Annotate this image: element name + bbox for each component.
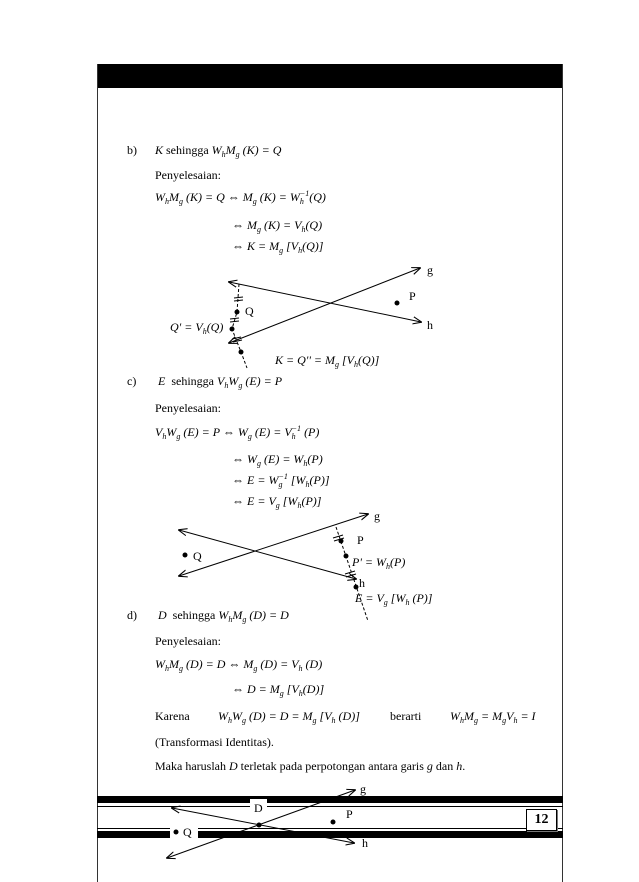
math-subscript: g <box>253 664 258 673</box>
math-subscript: g <box>176 432 181 441</box>
math-superscript: −1 <box>278 472 288 481</box>
part-b-step-3 <box>232 238 323 259</box>
math-subscript: g <box>335 360 339 369</box>
diagram-d-label-q: Q <box>183 825 192 839</box>
math-superscript: −1 <box>291 424 302 433</box>
plain-text: . <box>462 759 466 773</box>
math-text: [ <box>287 473 296 487</box>
math-subscript: g <box>312 716 317 725</box>
math-text: = I <box>517 709 536 723</box>
math-text: (D)] <box>335 709 360 723</box>
math-text: (Q)] <box>358 353 380 367</box>
math-symbol: W <box>376 555 386 569</box>
diagram-c-tick <box>333 535 343 538</box>
math-symbol: W <box>218 709 228 723</box>
math-subscript: h <box>298 664 303 673</box>
math-symbol: M <box>247 218 257 232</box>
math-subscript: h <box>386 562 390 571</box>
diagram-b-label-p: P <box>409 289 416 303</box>
diagram-d-dot-q <box>174 830 179 835</box>
math-text: (K) = Q <box>239 143 282 157</box>
math-subscript: g <box>275 501 280 510</box>
part-d-title <box>158 607 289 628</box>
math-symbol: W <box>228 374 239 388</box>
page-number: 12 <box>526 809 557 831</box>
diagram-c-label-q: Q <box>193 549 202 563</box>
math-text: (E) = P ⇔ <box>180 425 238 439</box>
math-symbol: V <box>324 709 332 723</box>
math-text: (D) = D <box>246 608 289 622</box>
diagram-b-label-h: h <box>427 318 433 332</box>
math-subscript: h <box>291 432 296 441</box>
header-bar <box>97 64 563 88</box>
math-symbol: W <box>293 452 304 466</box>
math-symbol: W <box>287 494 298 508</box>
math-symbol: W <box>247 452 257 466</box>
math-text: (K) = <box>261 218 295 232</box>
math-symbol: W <box>155 190 165 204</box>
math-text: (Q) <box>305 218 323 232</box>
math-subscript: h <box>305 480 310 489</box>
math-subscript: h <box>331 716 336 725</box>
math-symbol: W <box>218 608 229 622</box>
math-text: (D) = D = <box>246 709 303 723</box>
math-symbol: V <box>284 425 292 439</box>
math-text: (P) <box>390 555 406 569</box>
math-text: (K) = <box>256 190 290 204</box>
part-c-step-4 <box>232 493 321 514</box>
math-subscript: h <box>165 664 169 673</box>
math-subscript: h <box>221 150 226 159</box>
math-text: D <box>228 759 238 773</box>
diagram-d-label-p: P <box>346 807 353 821</box>
diagram-c-label-e <box>355 590 432 611</box>
math-text: (Q) <box>206 320 224 334</box>
math-subscript: h <box>228 716 232 725</box>
part-d-step-1 <box>155 656 322 677</box>
plain-text: Maka haruslah <box>155 759 229 773</box>
math-text: g <box>426 759 433 773</box>
math-symbol: W <box>395 591 406 605</box>
math-subscript: g <box>179 664 183 673</box>
part-c-step-1 <box>155 424 319 445</box>
diagram-c-label-g: g <box>374 509 380 523</box>
math-symbol: V <box>195 320 203 334</box>
math-text: [ <box>339 353 347 367</box>
math-symbol: W <box>450 709 460 723</box>
math-symbol: W <box>155 657 165 671</box>
diagram-c-line-g <box>179 514 368 576</box>
math-text: (Q)] <box>302 239 324 253</box>
math-symbol: V <box>346 353 355 367</box>
math-symbol: M <box>269 239 280 253</box>
math-script-stack <box>278 473 287 489</box>
math-text: [ <box>283 239 291 253</box>
diagram-c-dot-p <box>339 539 344 544</box>
math-symbol: W <box>166 425 177 439</box>
diagram-b-tick <box>230 318 239 319</box>
math-text: (K) = Q ⇔ <box>183 190 243 204</box>
math-subscript: h <box>303 459 308 468</box>
math-text: E <box>158 374 166 388</box>
math-text: ⇔ K = <box>232 239 270 253</box>
math-symbol: V <box>155 425 163 439</box>
math-symbol: M <box>225 143 236 157</box>
math-subscript: h <box>224 381 229 390</box>
part-d-karena-formula <box>218 708 360 729</box>
math-symbol: W <box>295 473 306 487</box>
math-symbol: V <box>291 657 299 671</box>
diagram-b-line-h <box>229 282 421 322</box>
math-symbol: M <box>464 709 474 723</box>
part-d-step-2 <box>232 681 324 702</box>
diagram-d-dot-p <box>331 820 336 825</box>
math-subscript: g <box>257 459 261 468</box>
math-symbol: W <box>268 473 279 487</box>
diagram-b-line-g <box>229 268 420 343</box>
math-subscript: h <box>405 598 410 607</box>
diagram-d-dot-d <box>257 823 262 828</box>
math-symbol: M <box>242 190 253 204</box>
diagram-c-label-p: P <box>357 533 364 547</box>
math-text: (D) = <box>257 657 292 671</box>
math-text: ⇔ <box>232 218 247 232</box>
math-text: = <box>478 709 493 723</box>
math-subscript: g <box>502 716 507 725</box>
math-text: ⇔ E = <box>232 473 269 487</box>
math-subscript: g <box>242 615 247 624</box>
diagram-b-dot-k <box>239 350 244 355</box>
math-text: (P)] <box>301 494 322 508</box>
math-subscript: g <box>238 381 243 390</box>
part-d-berarti-label: berarti <box>390 709 422 723</box>
math-superscript: −1 <box>299 189 310 198</box>
diagram-b-tick <box>234 300 243 301</box>
math-subscript: h <box>298 246 303 255</box>
math-symbol: V <box>376 591 384 605</box>
diagram-d-label-d: D <box>254 801 263 815</box>
plain-text: terletak pada perpotongan antara garis <box>237 759 427 773</box>
math-text: (E) = <box>261 452 294 466</box>
math-subscript: g <box>279 689 284 698</box>
math-text: D <box>158 608 167 622</box>
math-subscript: g <box>247 432 252 441</box>
math-text: P' = <box>352 555 376 569</box>
part-c-label: c) <box>127 374 137 388</box>
math-subscript: g <box>474 716 478 725</box>
math-symbol: V <box>217 374 225 388</box>
diagram-b-label-q: Q <box>245 304 254 318</box>
math-text: K = Q'' = <box>275 353 325 367</box>
math-symbol: M <box>269 682 280 696</box>
math-subscript: g <box>252 197 257 206</box>
math-script-stack <box>300 190 309 206</box>
part-d-identity-note: (Transformasi Identitas). <box>155 735 274 749</box>
math-symbol: M <box>232 608 243 622</box>
math-subscript: h <box>460 716 464 725</box>
diagram-b-dashed-path <box>232 284 247 368</box>
part-b-label: b) <box>127 143 137 157</box>
math-text: (E) = <box>251 425 285 439</box>
math-text: [ <box>387 591 396 605</box>
diagram-c-line-h <box>179 530 356 579</box>
math-script-stack <box>292 425 301 441</box>
diagram-c-dot-q <box>183 553 188 558</box>
math-symbol: W <box>237 425 248 439</box>
part-b-step-2 <box>232 217 322 238</box>
part-c-step-3 <box>232 472 330 493</box>
math-subscript: h <box>299 197 304 206</box>
math-subscript: h <box>162 432 167 441</box>
part-d-identity-formula <box>450 708 536 729</box>
part-c-title <box>158 373 282 394</box>
math-symbol: V <box>291 682 299 696</box>
part-c-solution-label: Penyelesaian: <box>155 401 221 415</box>
math-symbol: M <box>169 190 179 204</box>
math-symbol: M <box>492 709 503 723</box>
math-text: (D)] <box>302 682 325 696</box>
diagram-b-label-q-prime <box>170 319 223 340</box>
plain-text: sehingga <box>163 143 212 157</box>
math-subscript: g <box>179 197 183 206</box>
part-c-step-2 <box>232 451 323 472</box>
math-text: (P)] <box>409 591 433 605</box>
math-subscript: g <box>257 225 261 234</box>
math-text: E = <box>355 591 377 605</box>
diagram-b-tick <box>234 297 243 298</box>
math-symbol: W <box>289 190 300 204</box>
math-text: ⇔ D = <box>232 682 270 696</box>
math-symbol: V <box>268 494 276 508</box>
diagram-c-dot-p-prime <box>344 554 349 559</box>
math-text: (P) <box>301 425 320 439</box>
part-b-title <box>155 142 281 163</box>
diagram-b-label-k <box>275 352 379 373</box>
math-symbol: W <box>232 709 242 723</box>
part-d-karena-label: Karena <box>155 709 190 723</box>
plain-text: dan <box>432 759 457 773</box>
math-subscript: g <box>235 150 240 159</box>
diagram-b-tick <box>230 321 239 322</box>
diagram-b-dot-p <box>395 301 400 306</box>
math-subscript: h <box>228 615 233 624</box>
math-text: (Q) <box>309 190 326 204</box>
math-subscript: g <box>242 716 246 725</box>
math-text: (D) = D ⇔ <box>183 657 244 671</box>
diagram-b-dot-q-prime <box>230 327 235 332</box>
math-symbol: M <box>169 657 179 671</box>
math-symbol: W <box>211 143 222 157</box>
math-subscript: h <box>165 197 169 206</box>
math-text: (P)] <box>309 473 330 487</box>
math-text: [ <box>316 709 325 723</box>
diagram-b-label-g: g <box>427 263 433 277</box>
diagram-c-dot-e <box>354 585 359 590</box>
footer-bar-bottom <box>97 831 563 838</box>
math-subscript: h <box>298 689 303 698</box>
math-subscript: h <box>354 360 359 369</box>
part-d-solution-label: Penyelesaian: <box>155 634 221 648</box>
math-symbol: M <box>325 353 335 367</box>
math-symbol: M <box>243 657 254 671</box>
math-text: ⇔ <box>232 452 247 466</box>
math-text: (E) = P <box>242 374 283 388</box>
diagram-c-label-h: h <box>359 576 365 590</box>
diagram-d-label-g: g <box>360 782 366 796</box>
plain-text: sehingga <box>165 374 217 388</box>
part-b-solution-label: Penyelesaian: <box>155 168 221 182</box>
math-subscript: g <box>383 598 388 607</box>
diagram-d-label-h: h <box>362 836 368 850</box>
diagram-c-label-p-prime <box>352 554 405 575</box>
math-text: Q' = <box>170 320 196 334</box>
math-subscript: h <box>301 225 306 234</box>
part-b-step-1 <box>155 189 326 210</box>
math-text: [ <box>279 494 288 508</box>
math-symbol: V <box>294 218 302 232</box>
math-symbol: V <box>290 239 299 253</box>
math-text: (D) <box>302 657 323 671</box>
math-subscript: h <box>513 716 518 725</box>
part-d-label: d) <box>127 608 137 622</box>
math-text: h <box>456 759 463 773</box>
math-subscript: g <box>279 246 284 255</box>
math-subscript: h <box>202 327 207 336</box>
math-text: K <box>155 143 164 157</box>
math-text: (P) <box>307 452 323 466</box>
math-subscript: h <box>297 501 302 510</box>
math-subscript: g <box>278 480 283 489</box>
math-symbol: M <box>302 709 313 723</box>
math-symbol: V <box>506 709 514 723</box>
plain-text: sehingga <box>166 608 219 622</box>
math-text: ⇔ E = <box>232 494 269 508</box>
diagram-c <box>179 514 368 621</box>
math-text: [ <box>283 682 292 696</box>
diagram-b-dot-q <box>235 310 240 315</box>
part-d-conclusion <box>155 758 465 774</box>
